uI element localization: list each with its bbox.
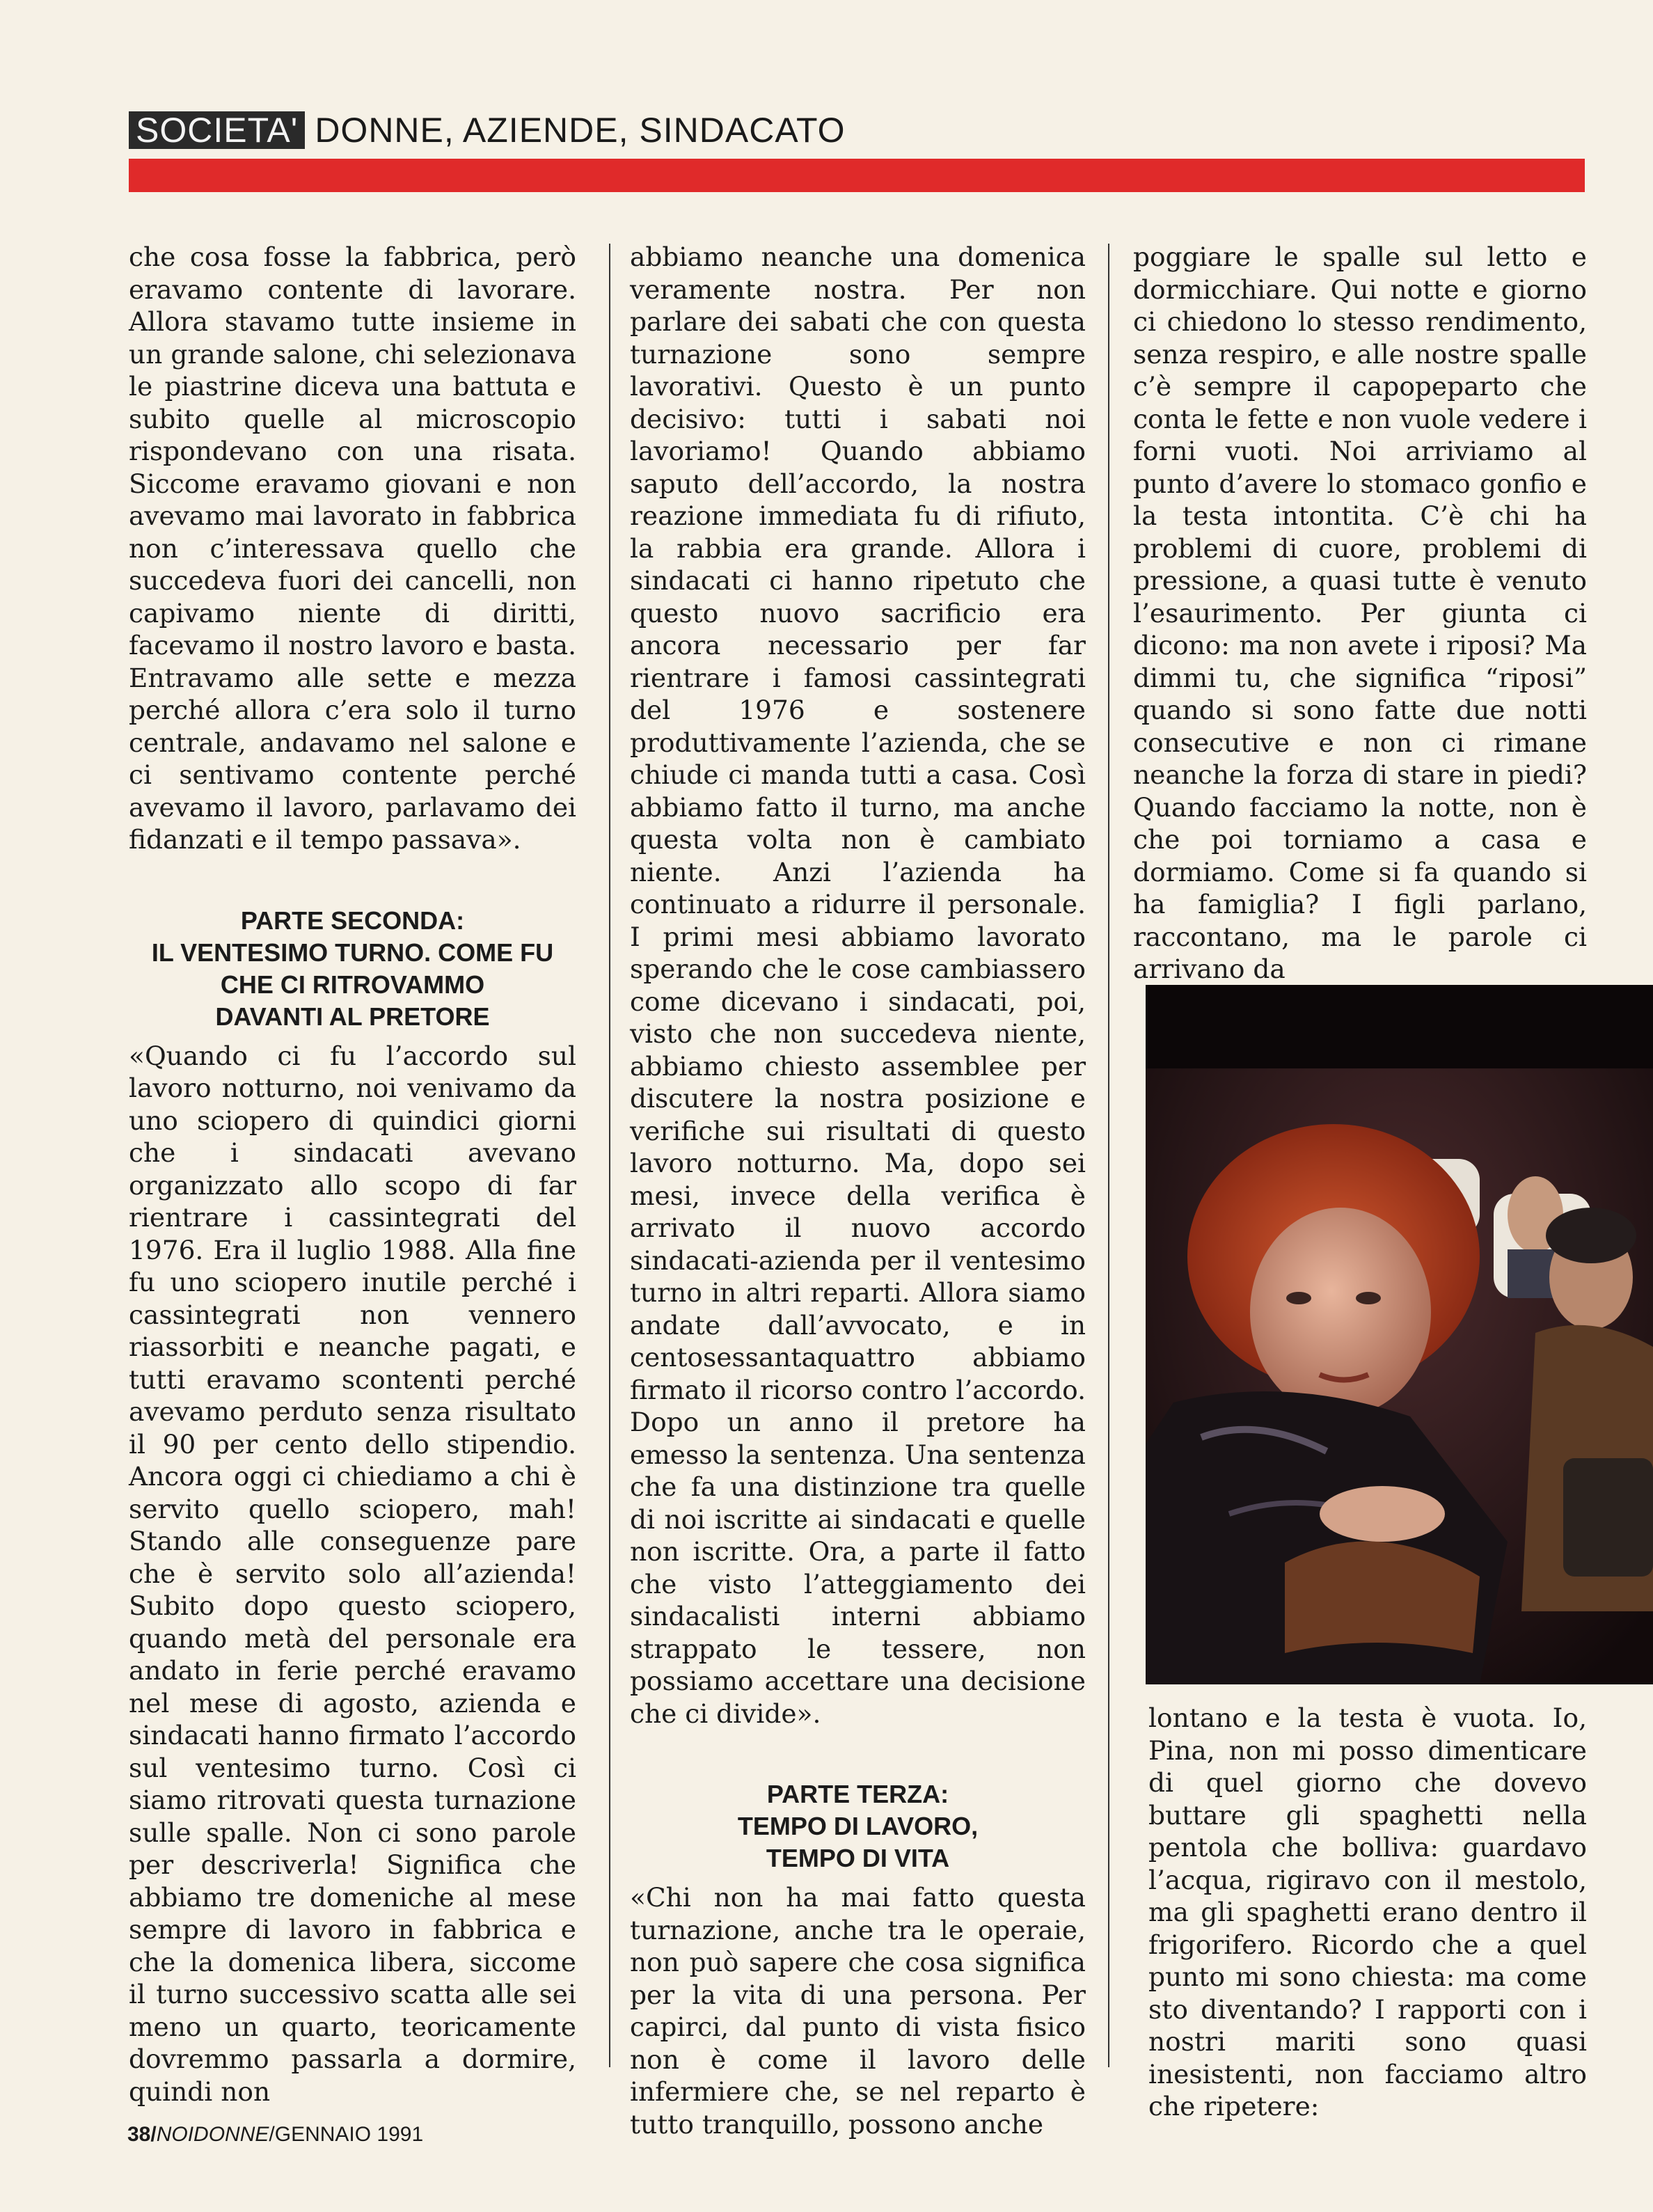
column-rule-2 [1108, 244, 1109, 2067]
subheading [129, 905, 576, 1033]
page-number: 38/ [127, 2123, 157, 2146]
page-footer [127, 2123, 423, 2147]
paragraph: lontano e la testa è vuota. Io, Pina, non mi posso dimenticare di quel giorno che dovevo buttare gli spaghetti nella pentola che bolliva: guardavo l’acqua, rigiravo con il mestolo, ma gli spaghetti erano dentro il frigorifero. Ricordo che a quel punto mi sono chiesta: ma come sto diventando? I rapporti con i nostri mariti sono quasi inesistenti, non facciamo altro che ripetere: [1148, 1703, 1587, 2122]
paragraph: «Quando ci fu l’accordo sul lavoro notturno, noi venivamo da uno sciopero di quindici giorni che i sindacati avevano organizzato allo scopo di far rientrare i cassintegrati del 1976. Era il luglio 1988. Alla fine fu uno sciopero inutile perché i cassintegrati non vennero riassorbiti e neanche pagati, e tutti eravamo scontenti perché avevamo perduto senza risultato il 90 per cento dello stipendio. Ancora oggi ci chiediamo a chi è servito quello sciopero, mah! Stando alle conseguenze pare che è servito solo all’azienda! Subito dopo questo sciopero, quando metà del personale era andato in ferie perché eravamo nel mese di agosto, azienda e sindacati hanno firmato l’accordo sul ventesimo turno. Così ci siamo ritrovati questa turnazione sulle spalle. Non ci sono parole per descriverla! Significa che abbiamo tre domeniche al mese sempre di lavoro in fabbrica e che la domenica libera, siccome il turno successivo scatta alle sei meno un quarto, teoricamente dovremmo passarla a dormire, quindi non [129, 1040, 576, 2107]
column-3 [1133, 241, 1587, 986]
column-rule-1 [609, 244, 610, 2067]
subheading-line: CHE CI RITROVAMMO [220, 970, 485, 999]
paragraph: abbiamo neanche una domenica veramente nostra. Per non parlare dei sabati che con questa turnazione sono sempre lavorativi. Questo è un punto decisivo: tutti i sabati noi lavoriamo! Quando abbiamo saputo dell’accordo, la nostra reazione immediata fu di rifiuto, la rabbia era grande. Allora i sindacati ci hanno ripetuto che questo nuovo sacrificio era ancora necessario per far rientrare i famosi cassintegrati del 1976 e sostenere produttivamente l’azienda, che se chiude ci manda tutti a casa. Così abbiamo fatto il turno, ma anche questa volta non è cambiato niente. Anzi l’azienda ha continuato a ridurre il personale. I primi mesi abbiamo lavorato sperando che le cose cambiassero come dicevano i sindacati, poi, visto che non succedeva niente, abbiamo chiesto assemblee per discutere la nostra posizione e verifiche sui risultati di questo lavoro notturno. Ma, dopo sei mesi, invece della verifica è arrivato il nuovo accordo sindacati-azienda per il ventesimo turno in altri reparti. Allora siamo andate dall’avvocato, e in centosessantaquattro abbiamo firmato il ricorso contro l’accordo. Dopo un anno il pretore ha emesso la sentenza. Una sentenza che fa una distinzione tra quelle di noi iscritte ai sindacati e quelle non iscritte. Ora, a parte il fatto che visto l’atteggiamento dei sindacalisti interni abbiamo strappato le tessere, non possiamo accettare una decisione che ci divide». [630, 242, 1086, 1729]
photo-women-on-bus [1146, 985, 1653, 1684]
photo-illustration [1146, 985, 1653, 1684]
magazine-name: NOIDONNE [156, 2123, 269, 2146]
paragraph: «Chi non ha mai fatto questa turnazione, anche tra le operaie, non può sapere che cosa significa per la vita di una persona. Per capirci, dal punto di vista fisico non è come il lavoro delle infermiere che, se nel reparto è tutto tranquillo, possono anche [630, 1882, 1086, 2140]
subheading-line: TEMPO DI LAVORO, [737, 1812, 979, 1840]
column-1 [129, 241, 576, 2108]
red-header-bar [129, 159, 1585, 192]
section-label: SOCIETA' [129, 111, 305, 149]
paragraph: poggiare le spalle sul letto e dormicchiare. Qui notte e giorno ci chiedono lo stesso rendimento, senza respiro, e alle nostre spalle c’è sempre il capореparto che conta le fette e non vuole vedere i forni vuoti. Noi arriviamo al punto d’avere lo stomaco gonfio e la testa intontita. C’è chi ha problemi di cuore, problemi di pressione, a quasi tutte è venuto l’esaurimento. Per giunta ci dicono: ma non avete i riposi? Ma dimmi tu, che significa “riposi” quando si sono fatte due notti consecutive e non ci rimane neanche la forza di stare in piedi? Quando facciamo la notte, non è che poi torniamo a casa e dormiamo. Come si fa quando si ha famiglia? I figli parlano, raccontano, ma le parole ci arrivano da [1133, 242, 1587, 984]
column-3-continued [1148, 1702, 1587, 2123]
page-header [129, 111, 846, 149]
subheading-line: DAVANTI AL PRETORE [215, 1002, 490, 1031]
subheading-line: PARTE TERZA: [766, 1780, 949, 1808]
issue-date: /GENNAIO 1991 [269, 2123, 424, 2146]
subheading [630, 1778, 1086, 1874]
subheading-line: IL VENTESIMO TURNO. COME FU [151, 938, 554, 967]
paragraph: che cosa fosse la fabbrica, però eravamo contente di lavorare. Allora stavamo tutte insieme in un grande salone, chi selezionava le piastrine diceva una battuta e subito quelle al microscopio rispondevano con una risata. Siccome eravamo giovani e non avevamo mai lavorato in fabbrica non c’interessava quello che succedeva fuori dei cancelli, non capivamo niente di diritti, facevamo il nostro lavoro e basta. Entravamo alle sette e mezza perché allora c’era solo il turno centrale, andavamo nel salone e ci sentivamo contente perché avevamo il lavoro, parlavamo dei fidanzati e il tempo passava». [129, 242, 576, 855]
article-title: DONNE, AZIENDE, SINDACATO [315, 111, 846, 150]
subheading-line: TEMPO DI VITA [766, 1844, 950, 1872]
subheading-line: PARTE SECONDA: [240, 906, 465, 935]
column-2 [630, 241, 1086, 2140]
